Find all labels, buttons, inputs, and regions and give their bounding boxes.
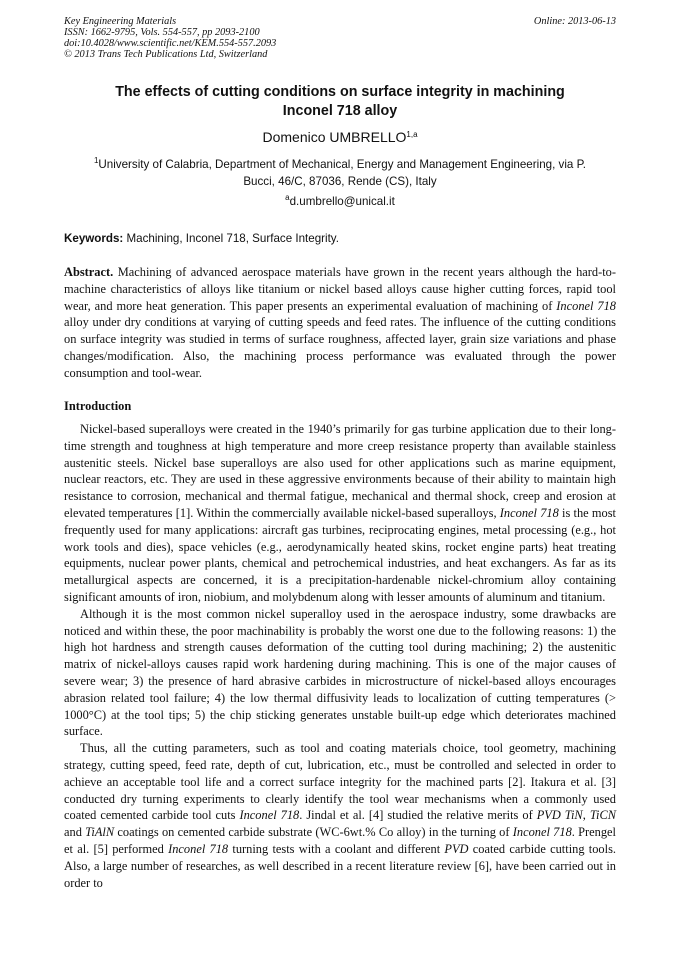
p3-italic-5: Inconel 718 [512, 825, 572, 840]
issn-line: ISSN: 1662-9795, Vols. 554-557, pp 2093-2100 [64, 27, 260, 38]
p3-text-3: , [582, 808, 590, 823]
copyright-line: © 2013 Trans Tech Publications Ltd, Switzerland [64, 49, 268, 60]
author-name: Domenico UMBRELLO [262, 129, 407, 145]
running-header [64, 16, 616, 60]
p3-text-1: Thus, all the cutting parameters, such as tool and coating materials choice, tool geometry, machining strategy, cutting speed, feed rate, depth of cut, lubrication, etc., must be controlled and selected in order to achieve an acceptable tool life and a correct surface integrity for the machined parts [2]. Itakura et al. [3] conducted dry turning experiments to clearly identify the tool wear mechanisms when a commonly used coated cemented carbide tool cuts [64, 741, 616, 823]
p3-italic-7: PVD [444, 841, 469, 856]
section-heading-introduction: Introduction [64, 399, 132, 413]
affiliation-superscript: 1 [93, 156, 99, 165]
online-date: Online: 2013-06-13 [533, 16, 616, 27]
p1-text-1: Nickel-based superalloys were created in the 1940’s primarily for gas turbine application due to their long-time strength and toughness at high temperature and more creep resistance property than available stainless austenitic steels. Nickel base superalloys are also used for other applications such as marine equipment, nuclear reactors, etc. They are used in these aggressive environments because of their ability to maintain high resistance to corrosion, mechanical and thermal fatigue, mechanical and thermal shock, creep and erosion at elevated temperatures [1]. Within the commercially available nickel-based superalloys, [64, 422, 616, 520]
paragraph-2: Although it is the most common nickel superalloy used in the aerospace industry, some drawbacks are noticed and within these, the poor machinability is probably the worst one due to the following reasons: 1) the high hot hardness and strength causes deformation of the cutting tool during machining; 2) the austenitic matrix of nickel-alloys causes rapid work hardening during machining. This is one of the major causes of severe wear; 3) the presence of hard abrasive carbides in microstructure of nickel-based alloys encourages abrasion related tool failure; 4) the low thermal diffusivity leads to localization of cutting temperatures (> 1000°C) at the tool tips; 5) the chip sticking generates unstable built-up edge which deteriorates machined surface. [64, 606, 616, 739]
title-line-1: The effects of cutting conditions on surface integrity in machining [115, 84, 565, 100]
author-superscript: 1,a [406, 130, 418, 139]
p3-italic-2: PVD TiN [536, 808, 583, 823]
abstract [64, 264, 616, 382]
p3-text-2: . Jindal et al. [4] studied the relative merits of [299, 808, 537, 823]
p3-text-4: and [64, 825, 86, 840]
introduction-body [64, 421, 616, 891]
p3-italic-3: TiCN [589, 808, 616, 823]
affiliation-line-1: University of Calabria, Department of Mechanical, Energy and Management Engineering, via P. [98, 158, 587, 171]
keywords [64, 231, 616, 246]
p3-text-6: . Prengel et al. [5] performed [64, 825, 616, 856]
affiliation-line-2: Bucci, 46/C, 87036, Rende (CS), Italy [243, 174, 437, 188]
email-address[interactable]: d.umbrello@unical.it [289, 195, 395, 208]
paragraph-1 [64, 421, 616, 606]
abstract-label: Abstract. [64, 265, 114, 279]
p1-italic-1: Inconel 718 [499, 505, 559, 520]
abstract-text-1: Machining of advanced aerospace materials have grown in the recent years although the hard-to-machine characteristics of alloys like titanium or nickel based alloys cause higher cutting forces, rapid tool wear, and more heat generation. This paper presents an experimental evaluation of machining of [64, 265, 616, 313]
journal-name: Key Engineering Materials [64, 16, 177, 27]
abstract-italic-1: Inconel 718 [556, 298, 616, 313]
paragraph-3 [64, 740, 616, 891]
p3-italic-1: Inconel 718 [239, 808, 300, 823]
p3-text-5: coatings on cemented carbide substrate (WC-6wt.% Co alloy) in the turning of [114, 825, 513, 840]
abstract-text-2: alloy under dry conditions at varying of cutting speeds and feed rates. The influence of the cutting conditions on surface integrity was studied in terms of surface roughness, affected layer, grain size variations and phase changes/modification. Also, the machining process performance was evaluated through the power consumption and tool-wear. [64, 315, 616, 380]
p3-italic-6: Inconel 718 [168, 841, 229, 856]
keywords-text: Machining, Inconel 718, Surface Integrity. [123, 232, 339, 245]
p3-text-7: turning tests with a coolant and different [228, 841, 445, 856]
keywords-label: Keywords: [64, 232, 124, 245]
p3-italic-4: TiAlN [85, 825, 115, 840]
email-superscript: a [285, 193, 290, 202]
author-line [64, 128, 616, 146]
p3-text-8: coated carbide cutting tools. Also, a large number of researches, as well described in a recent literature review [6], have been carried out in order to [64, 841, 616, 890]
doi-line: doi:10.4028/www.scientific.net/KEM.554-557.2093 [64, 38, 277, 49]
email-line [64, 194, 616, 209]
title-line-2: Inconel 718 alloy [282, 103, 398, 119]
p1-text-2: is the most frequently used for many applications: aircraft gas turbines, reciprocating engines, metal processing (e.g., hot work tools and dies), space vehicles (e.g., aerodynamically heated skins, rocket engine parts) heat treating equipments, nuclear power plants, chemical and petrochemical industries, and heat exchangers. As far as its metallurgical aspects are concerned, it is a precipitation-hardenable nickel-chromium alloy containing significant amounts of iron, niobium, and molybdenum along with lesser amounts of aluminum and titanium. [64, 505, 617, 604]
paper-title [64, 83, 616, 121]
affiliation [64, 157, 616, 190]
